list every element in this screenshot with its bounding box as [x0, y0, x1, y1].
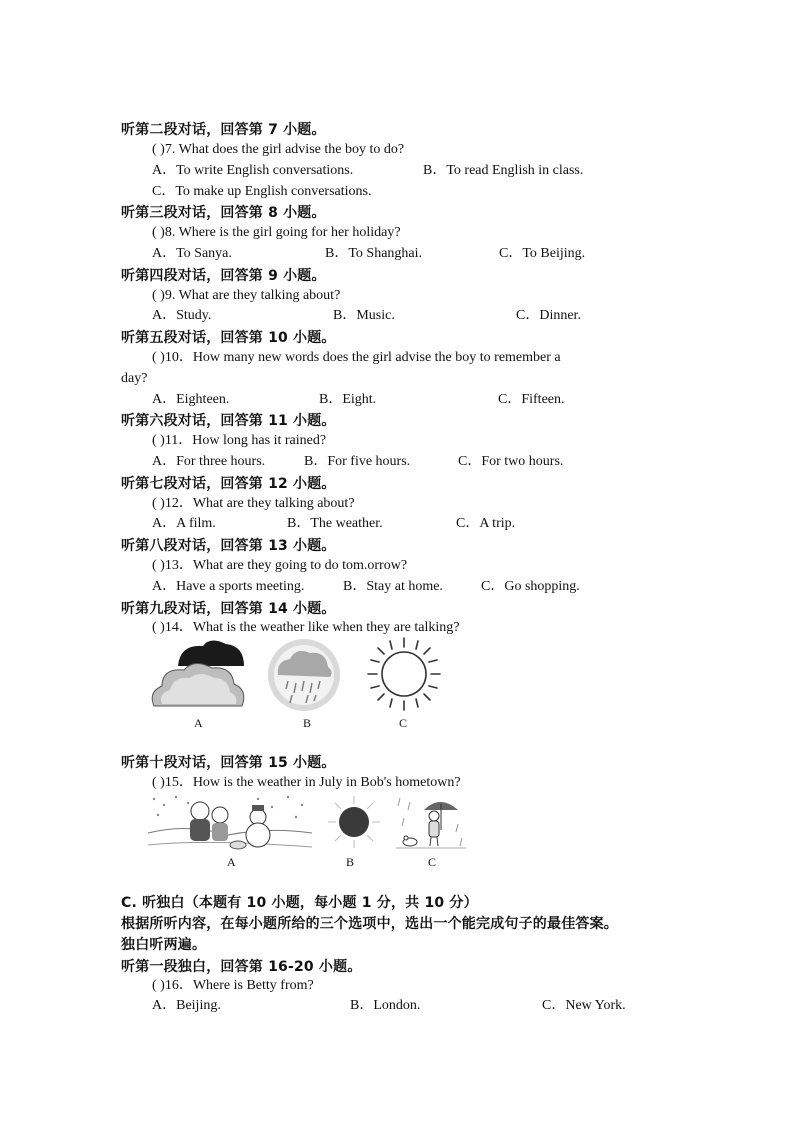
section-header-3: 听第三段对话，回答第 8 小题。 — [121, 205, 326, 221]
q10-option-c: C．Fifteen. — [498, 392, 565, 407]
question-7: ( )7. What does the girl advise the boy to do? — [152, 142, 405, 157]
sunny-icon — [366, 636, 442, 712]
section-header-7: 听第七段对话，回答第 12 小题。 — [121, 476, 336, 492]
q11-option-a: A．For three hours. — [152, 454, 266, 469]
q14-label-b: B — [303, 716, 312, 730]
q15-label-c: C — [428, 855, 437, 869]
section-header-2: 听第二段对话，回答第 7 小题。 — [121, 122, 326, 138]
snowy-scene-icon — [148, 793, 312, 853]
question-8: ( )8. Where is the girl going for her holiday? — [152, 225, 401, 240]
q11-option-b: B．For five hours. — [304, 454, 411, 469]
q9-option-c: C．Dinner. — [516, 308, 581, 323]
q12-option-c: C．A trip. — [456, 516, 516, 531]
question-13: ( )13．What are they going to do tom.orrow? — [152, 558, 408, 573]
question-16: ( )16．Where is Betty from? — [152, 978, 314, 993]
q7-option-b: B．To read English in class. — [423, 163, 584, 178]
section-header-4: 听第四段对话，回答第 9 小题。 — [121, 268, 326, 284]
q12-option-b: B．The weather. — [287, 516, 383, 531]
question-14: ( )14．What is the weather like when they are talking? — [152, 620, 460, 635]
q8-option-b: B．To Shanghai. — [325, 246, 423, 261]
q16-option-c: C．New York. — [542, 998, 626, 1013]
q13-option-b: B．Stay at home. — [343, 579, 443, 594]
q7-option-a: A．To write English conversations. — [152, 163, 354, 178]
q9-option-a: A．Study. — [152, 308, 212, 323]
q10-option-b: B．Eight. — [319, 392, 377, 407]
rain-umbrella-icon — [396, 794, 466, 850]
question-10-continued: day? — [121, 371, 148, 386]
question-15: ( )15．How is the weather in July in Bob's hometown? — [152, 775, 461, 790]
part-c-title: C. 听独白（本题有 10 小题，每小题 1 分，共 10 分） — [121, 895, 478, 911]
section-header-6: 听第六段对话，回答第 11 小题。 — [121, 413, 336, 429]
section-header-9: 听第九段对话，回答第 14 小题。 — [121, 601, 336, 617]
question-10: ( )10．How many new words does the girl advise the boy to remember a — [152, 350, 561, 365]
q9-option-b: B．Music. — [333, 308, 395, 323]
question-11: ( )11．How long has it rained? — [152, 433, 327, 448]
section-header-5: 听第五段对话，回答第 10 小题。 — [121, 330, 336, 346]
q16-option-a: A．Beijing. — [152, 998, 221, 1013]
q8-option-a: A．To Sanya. — [152, 246, 232, 261]
cloudy-icon — [148, 634, 248, 714]
hot-sun-icon — [327, 795, 381, 849]
question-9: ( )9. What are they talking about? — [152, 288, 341, 303]
q10-option-a: A．Eighteen. — [152, 392, 230, 407]
q14-label-c: C — [399, 716, 408, 730]
q15-label-b: B — [346, 855, 355, 869]
q13-option-c: C．Go shopping. — [481, 579, 580, 594]
q8-option-c: C．To Beijing. — [499, 246, 586, 261]
q16-option-b: B．London. — [350, 998, 421, 1013]
monologue-header-1: 听第一段独白，回答第 16-20 小题。 — [121, 959, 362, 975]
q7-option-c: C．To make up English conversations. — [152, 184, 372, 199]
part-c-instruction: 根据所听内容，在每小题所给的三个选项中，选出一个能完成句子的最佳答案。 — [121, 916, 618, 932]
q15-label-a: A — [227, 855, 236, 869]
q11-option-c: C．For two hours. — [458, 454, 564, 469]
question-12: ( )12．What are they talking about? — [152, 496, 355, 511]
rainy-icon — [266, 637, 342, 713]
part-c-instruction-2: 独白听两遍。 — [121, 937, 207, 953]
section-header-8: 听第八段对话，回答第 13 小题。 — [121, 538, 336, 554]
section-header-10: 听第十段对话，回答第 15 小题。 — [121, 755, 336, 771]
q12-option-a: A．A film. — [152, 516, 216, 531]
q13-option-a: A．Have a sports meeting. — [152, 579, 305, 594]
q14-label-a: A — [194, 716, 203, 730]
